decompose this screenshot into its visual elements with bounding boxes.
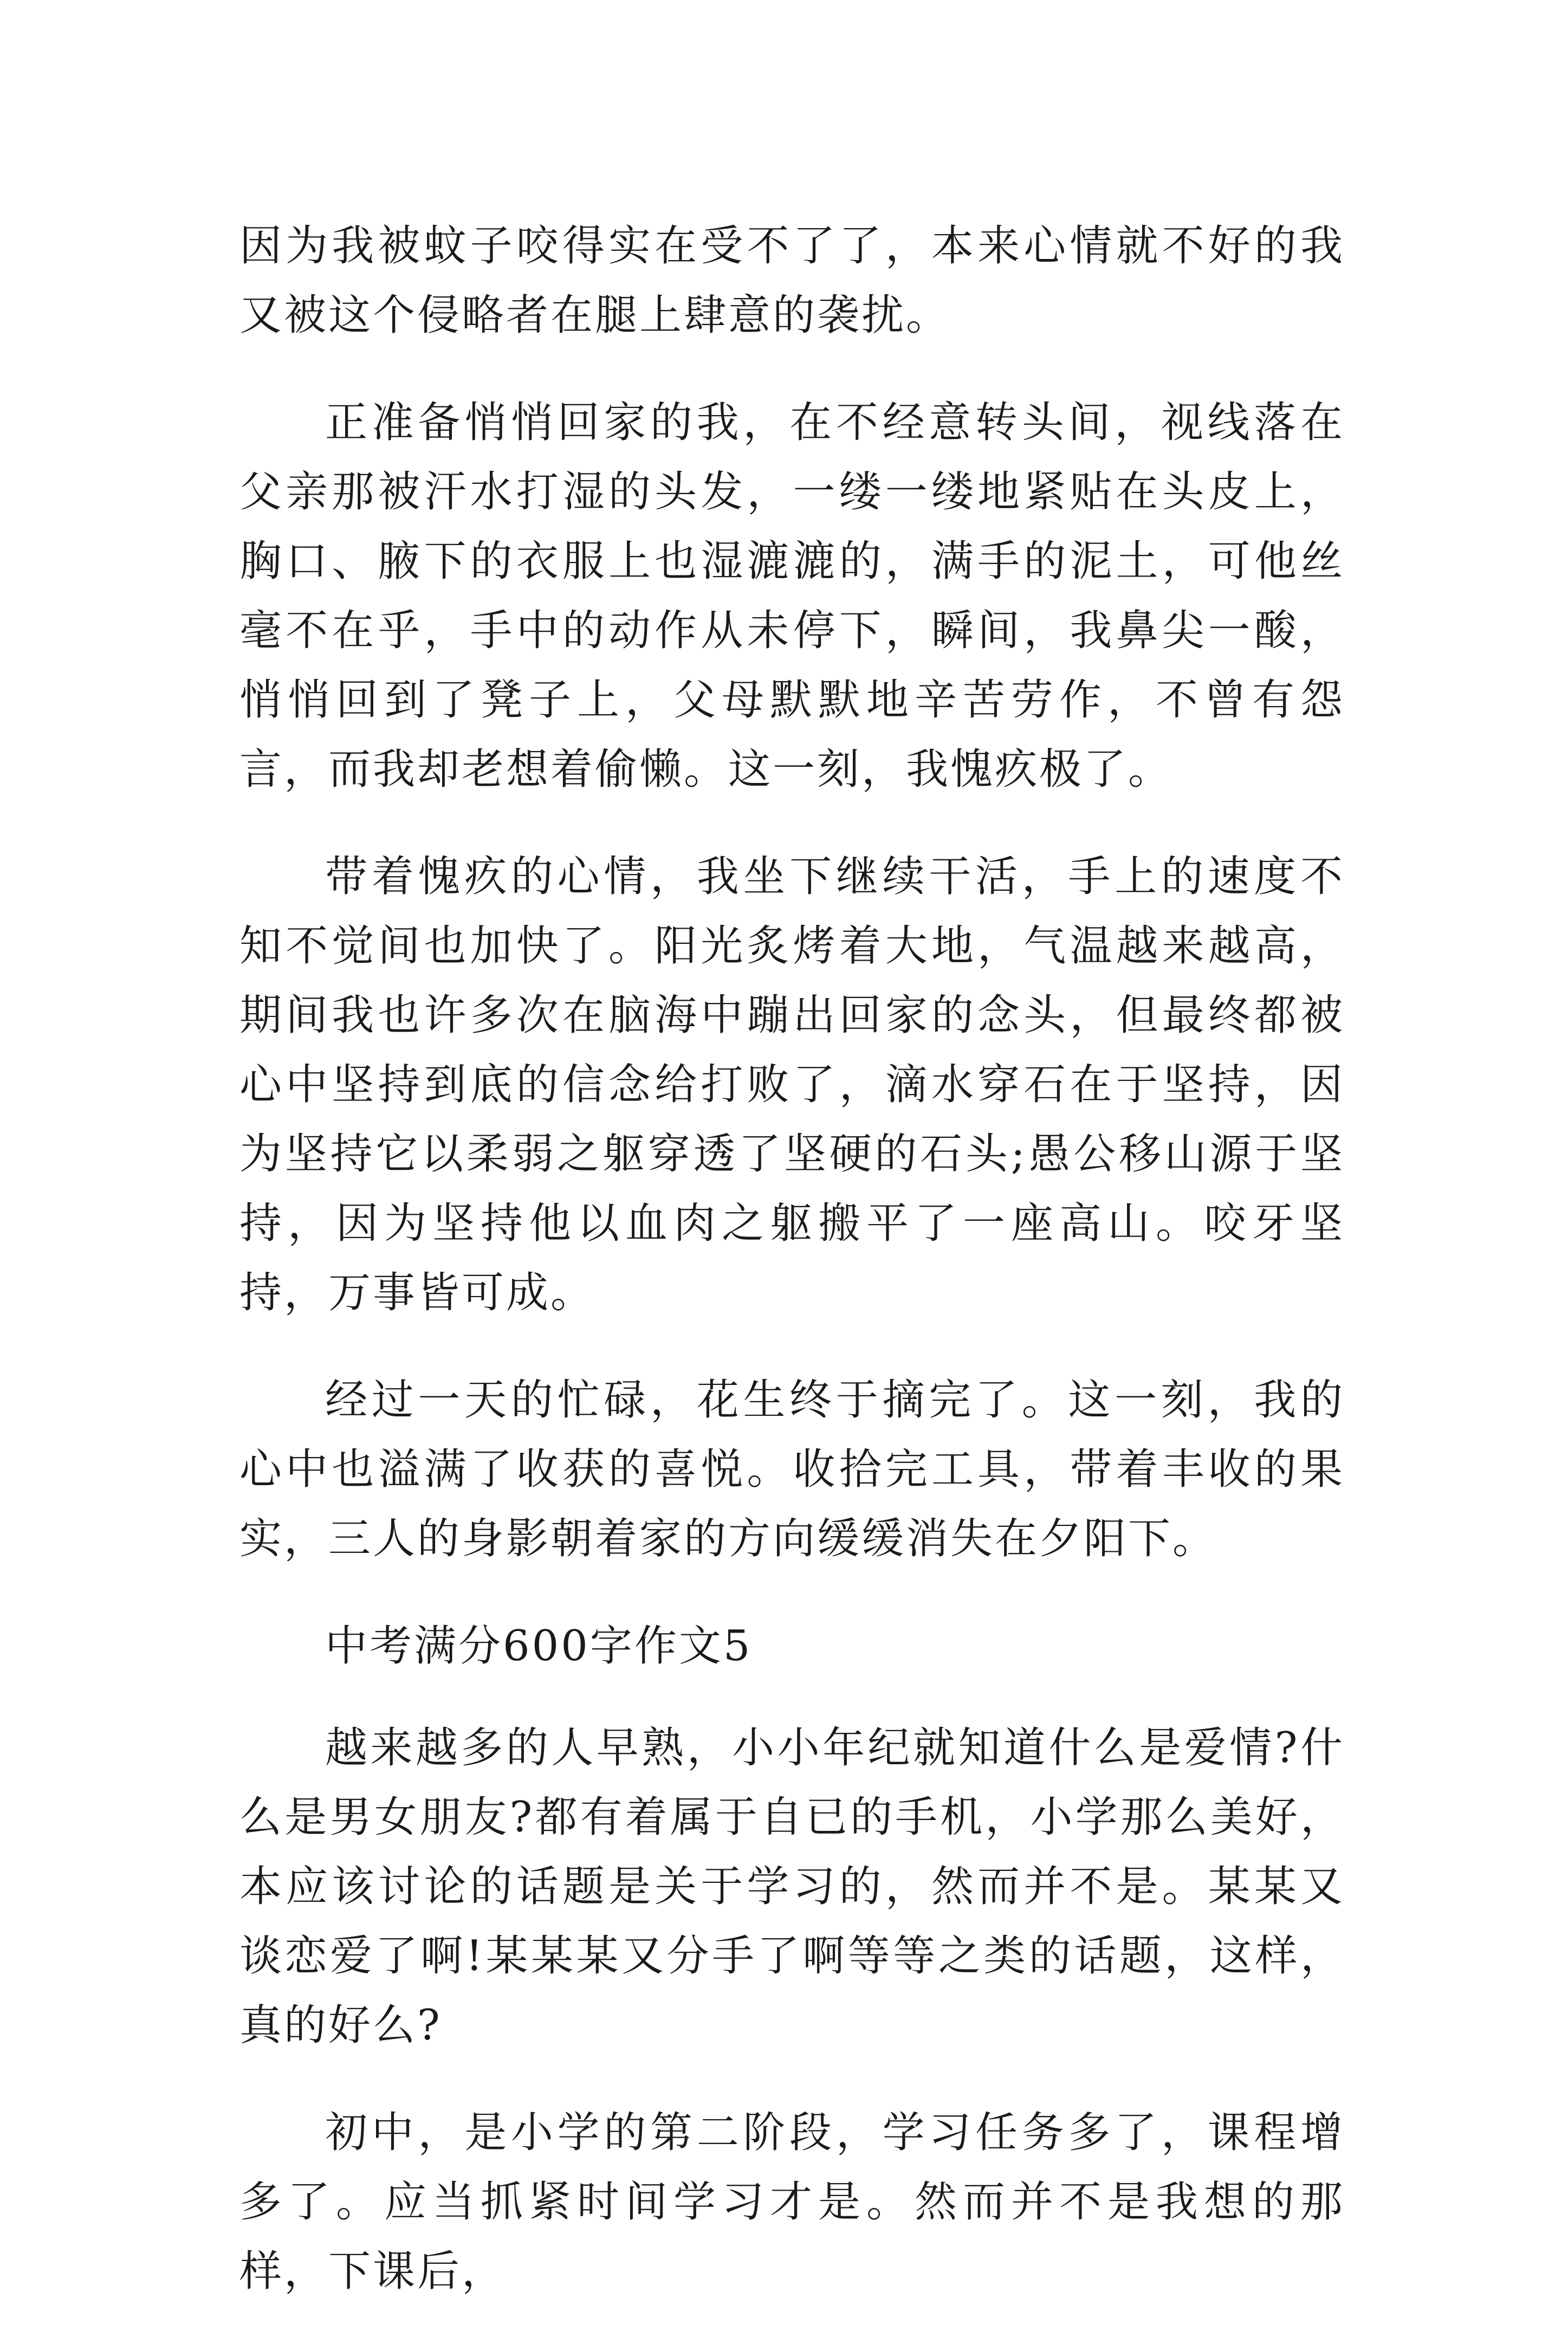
paragraph: 因为我被蚊子咬得实在受不了了，本来心情就不好的我又被这个侵略者在腿上肆意的袭扰。	[239, 222, 1345, 340]
paragraph: 带着愧疚的心情，我坐下继续干活，手上的速度不知不觉间也加快了。阳光炙烤着大地，气温越来越高，期间我也许多次在脑海中蹦出回家的念头，但最终都被心中坚持到底的信念给打败了，滴水穿石在于坚持，因为坚持它以柔弱之躯穿透了坚硬的石头;愚公移山源于坚持，因为坚持他以血肉之躯搬平了一座高山。咬牙坚持，万事皆可成。	[239, 852, 1345, 1317]
section-heading: 中考满分600字作文5	[325, 1622, 753, 1670]
paragraph: 初中，是小学的第二阶段，学习任务多了，课程增多了。应当抓紧时间学习才是。然而并不是我想的那样，下课后，	[239, 2108, 1345, 2296]
paragraph: 经过一天的忙碌，花生终于摘完了。这一刻，我的心中也溢满了收获的喜悦。收拾完工具，带着丰收的果实，三人的身影朝着家的方向缓缓消失在夕阳下。	[239, 1376, 1345, 1563]
paragraph: 正准备悄悄回家的我，在不经意转头间，视线落在父亲那被汗水打湿的头发，一缕一缕地紧贴在头皮上，胸口、腋下的衣服上也湿漉漉的，满手的泥土，可他丝毫不在乎，手中的动作从未停下，瞬间，我鼻尖一酸，悄悄回到了凳子上，父母默默地辛苦劳作，不曾有怨言，而我却老想着偷懒。这一刻，我愧疚极了。	[239, 398, 1345, 794]
document-body	[239, 211, 1345, 2344]
paragraph: 越来越多的人早熟，小小年纪就知道什么是爱情?什么是男女朋友?都有着属于自已的手机，小学那么美好，本应该讨论的话题是关于学习的，然而并不是。某某又谈恋爱了啊!某某某又分手了啊等等之类的话题，这样，真的好么?	[239, 1724, 1345, 2050]
